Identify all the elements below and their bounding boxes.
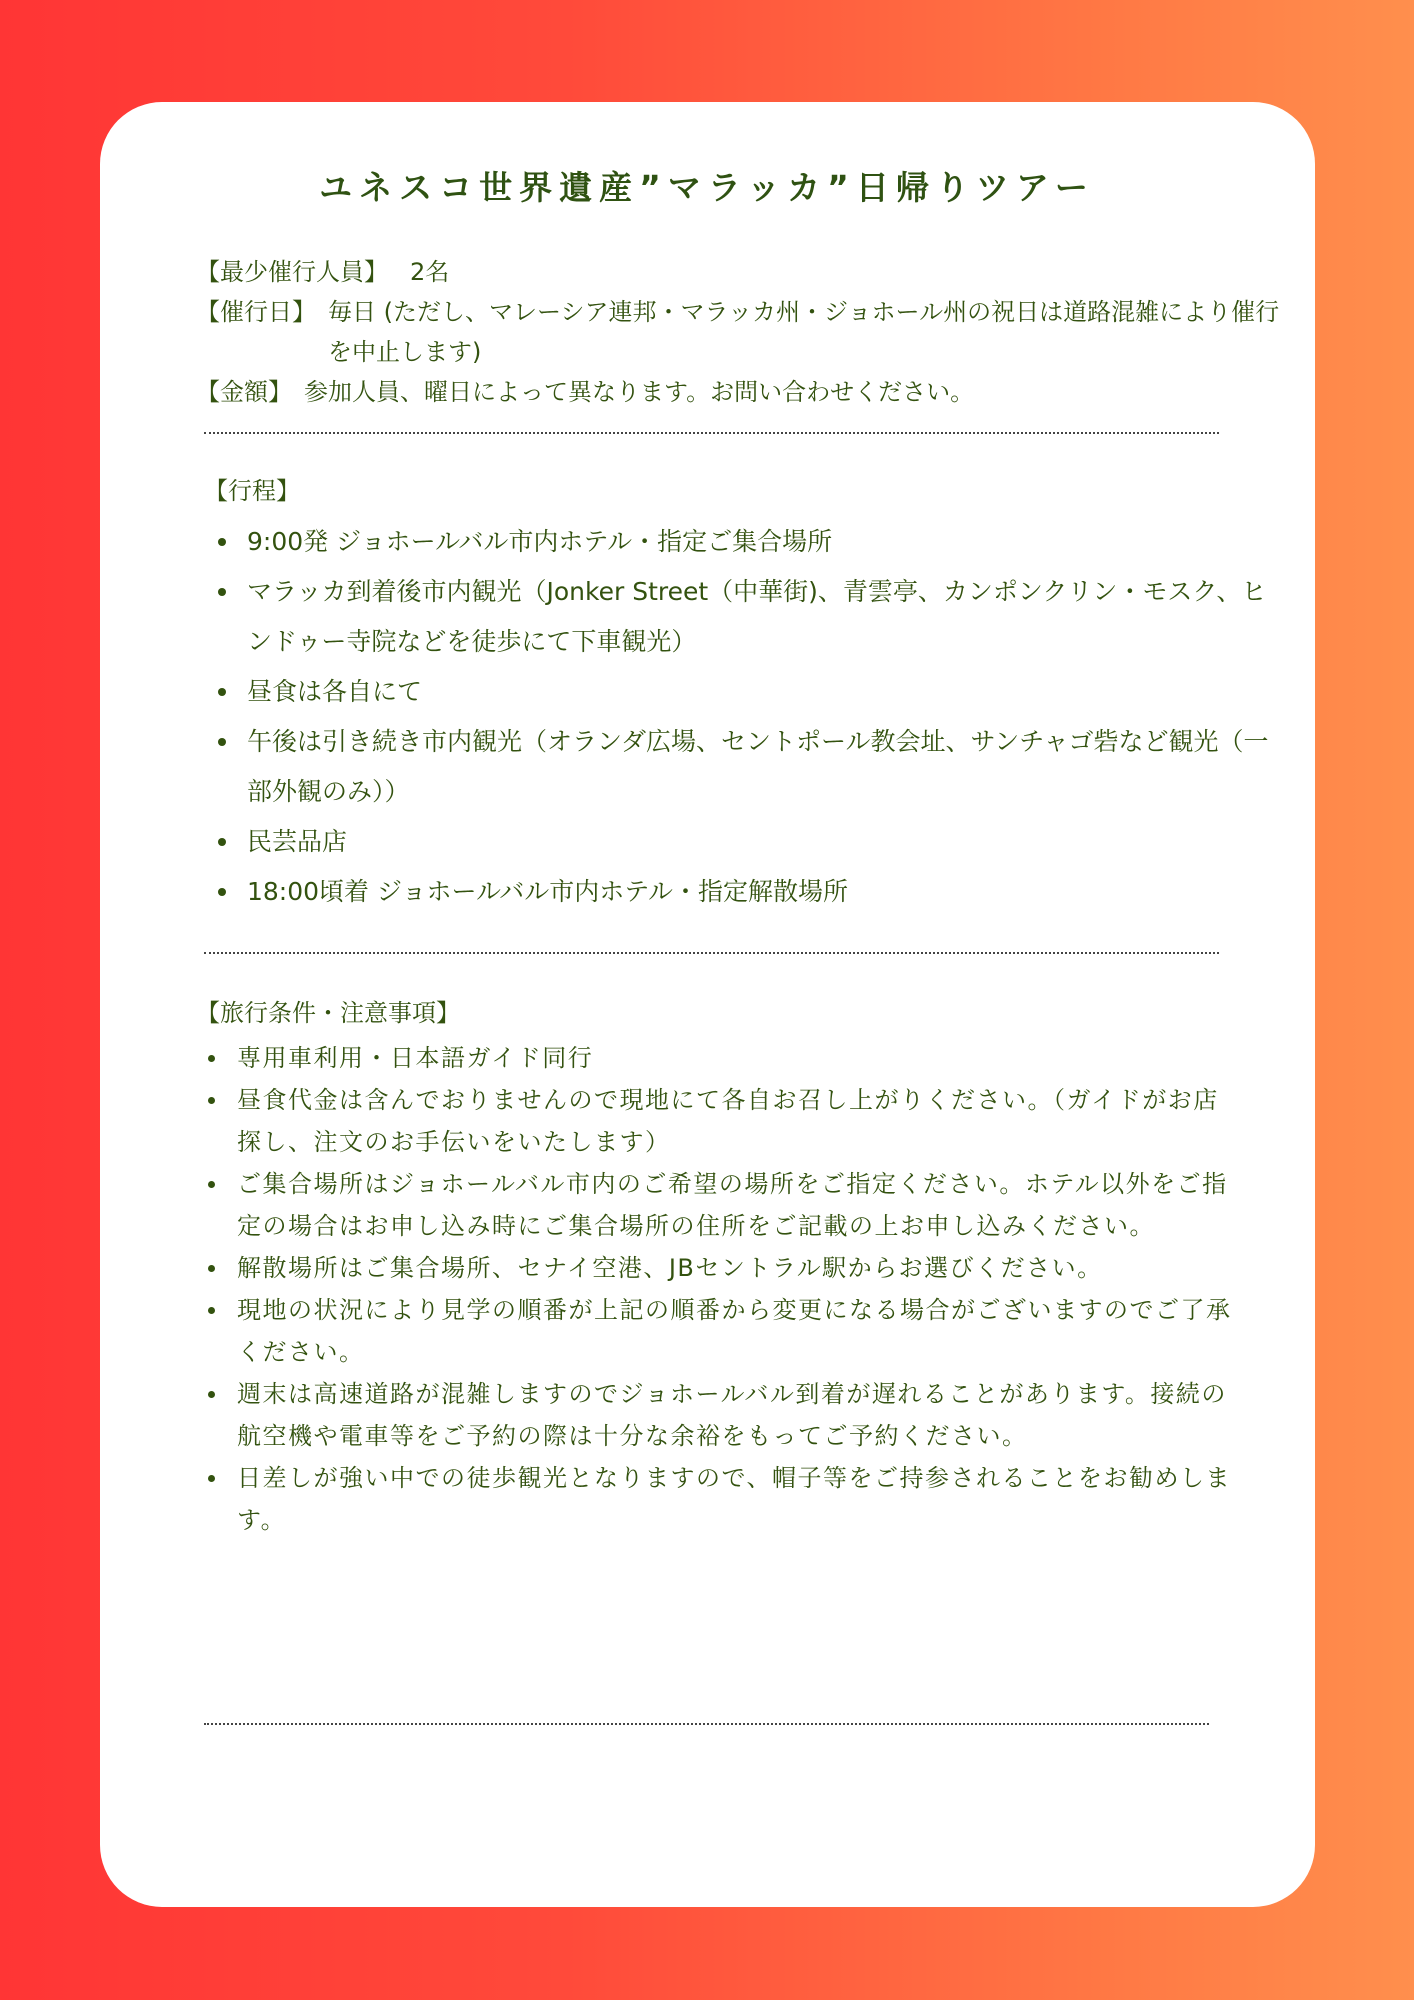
dates-row: [196, 292, 1286, 372]
price-value: 参加人員、曜日によって異なります。お問い合わせください。: [304, 378, 975, 406]
condition-item: 解散場所はご集合場所、セナイ空港、JBセントラル駅からお選びください。: [200, 1247, 1240, 1289]
dates-label: 【催行日】: [196, 298, 316, 326]
conditions-list: [200, 1037, 1240, 1541]
condition-item: 現地の状況により見学の順番が上記の順番から変更になる場合がございますのでご了承ください。: [200, 1289, 1240, 1373]
itinerary-list: [210, 517, 1290, 917]
min-people-row: [196, 252, 1286, 292]
itinerary-item: マラッカ到着後市内観光（Jonker Street（中華街)、青雲亭、カンポンクリン・モスク、ヒンドゥー寺院などを徒歩にて下車観光）: [210, 567, 1290, 667]
divider: [204, 1723, 1209, 1725]
price-label: 【金額】: [196, 378, 292, 406]
tour-info: [196, 252, 1286, 412]
condition-item: 昼食代金は含んでおりませんので現地にて各自お召し上がりください。（ガイドがお店探し、注文のお手伝いをいたします）: [200, 1079, 1240, 1163]
divider: [204, 952, 1219, 954]
itinerary-item: 民芸品店: [210, 817, 1290, 867]
condition-item: 専用車利用・日本語ガイド同行: [200, 1037, 1240, 1079]
page-title: ユネスコ世界遺産”マラッカ”日帰りツアー: [319, 168, 1095, 207]
dates-value: 毎日 (ただし、マレーシア連邦・マラッカ州・ジョホール州の祝日は道路混雑により催行を中止します): [328, 298, 1280, 366]
itinerary-item: 9:00発 ジョホールバル市内ホテル・指定ご集合場所: [210, 517, 1290, 567]
price-row: [196, 372, 1286, 412]
condition-item: ご集合場所はジョホールバル市内のご希望の場所をご指定ください。ホテル以外をご指定の場合はお申し込み時にご集合場所の住所をご記載の上お申し込みください。: [200, 1163, 1240, 1247]
min-people-label: 【最少催行人員】: [196, 258, 388, 286]
conditions-heading: 【旅行条件・注意事項】: [196, 999, 460, 1027]
divider: [204, 432, 1219, 434]
itinerary-heading: 【行程】: [204, 477, 300, 505]
condition-item: 日差しが強い中での徒歩観光となりますので、帽子等をご持参されることをお勧めします。: [200, 1457, 1240, 1541]
itinerary-item: 午後は引き続き市内観光（オランダ広場、セントポール教会址、サンチャゴ砦など観光（一部外観のみ））: [210, 717, 1290, 817]
itinerary-item: 18:00頃着 ジョホールバル市内ホテル・指定解散場所: [210, 867, 1290, 917]
min-people-value: 2名: [410, 258, 450, 286]
itinerary-item: 昼食は各自にて: [210, 667, 1290, 717]
condition-item: 週末は高速道路が混雑しますのでジョホールバル到着が遅れることがあります。接続の航空機や電車等をご予約の際は十分な余裕をもってご予約ください。: [200, 1373, 1240, 1457]
